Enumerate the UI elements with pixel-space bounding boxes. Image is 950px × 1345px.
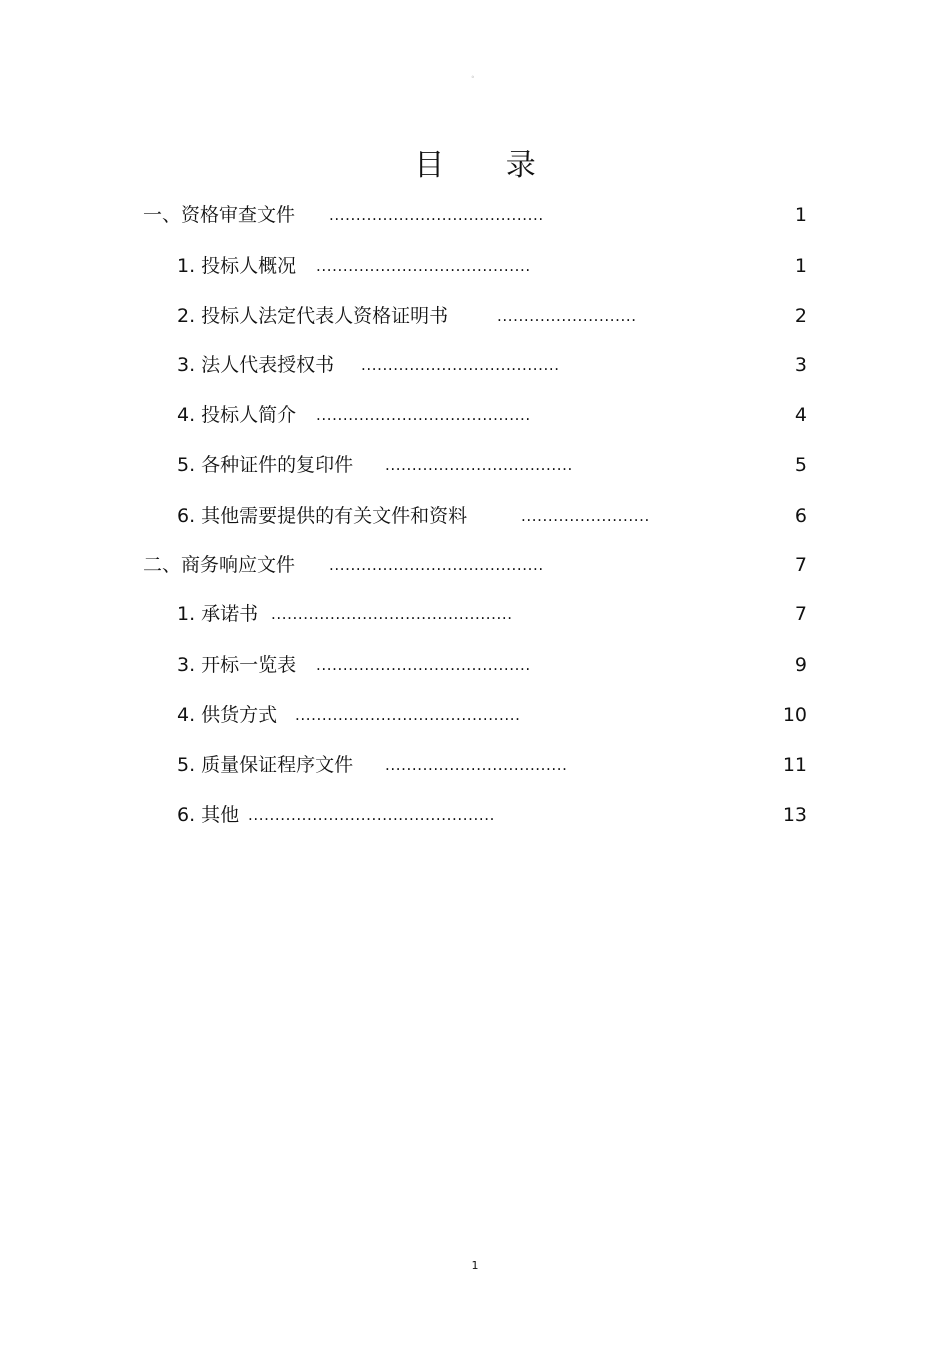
toc-leader-dots: ........................................	[316, 406, 531, 424]
toc-entry-page: 3	[794, 354, 807, 376]
toc-leader-dots: ........................................	[316, 257, 531, 275]
toc-entry-page: 1	[794, 255, 807, 277]
toc-entry-label: 1. 承诺书	[177, 603, 259, 625]
toc-entry-page: 2	[794, 305, 807, 327]
toc-leader-dots: ........................................	[316, 656, 531, 674]
toc-entry-label: 3. 开标一览表	[177, 654, 297, 676]
toc-entry-page: 1	[794, 204, 807, 226]
toc-entry-label: 一、资格审查文件	[143, 204, 296, 226]
page-number: 1	[471, 1259, 479, 1272]
toc-leader-dots: ........................	[521, 507, 650, 525]
toc-entry-page: 10	[782, 704, 807, 726]
toc-leader-dots: ..............................................	[248, 806, 495, 824]
toc-entry-label: 2. 投标人法定代表人资格证明书	[177, 305, 449, 327]
toc-leader-dots: ........................................	[329, 206, 544, 224]
toc-leader-dots: ........................................	[329, 556, 544, 574]
toc-title: 目 录	[414, 148, 562, 183]
toc-entry-page: 7	[794, 603, 807, 625]
toc-leader-dots: ..................................	[385, 756, 568, 774]
toc-entry-label: 1. 投标人概况	[177, 255, 297, 277]
toc-leader-dots: .............................................	[271, 605, 513, 623]
toc-entry-label: 3. 法人代表授权书	[177, 354, 335, 376]
toc-entry-page: 13	[782, 804, 807, 826]
toc-entry-page: 4	[794, 404, 807, 426]
toc-entry-label: 二、商务响应文件	[143, 554, 296, 576]
toc-entry-page: 9	[794, 654, 807, 676]
toc-leader-dots: ...................................	[385, 456, 573, 474]
toc-entry-page: 5	[794, 454, 807, 476]
toc-entry-label: 4. 投标人简介	[177, 404, 297, 426]
toc-entry-page: 7	[794, 554, 807, 576]
toc-entry-label: 5. 质量保证程序文件	[177, 754, 354, 776]
toc-leader-dots: ..........................................	[295, 706, 521, 724]
toc-entry-page: 11	[782, 754, 807, 776]
header-mark: 。	[471, 71, 479, 79]
toc-entry-label: 6. 其他	[177, 804, 240, 826]
toc-entry-label: 6. 其他需要提供的有关文件和资料	[177, 505, 468, 527]
toc-leader-dots: .....................................	[361, 356, 560, 374]
toc-entry-page: 6	[794, 505, 807, 527]
toc-entry-label: 4. 供货方式	[177, 704, 278, 726]
toc-leader-dots: ..........................	[497, 307, 637, 325]
toc-entry-label: 5. 各种证件的复印件	[177, 454, 354, 476]
